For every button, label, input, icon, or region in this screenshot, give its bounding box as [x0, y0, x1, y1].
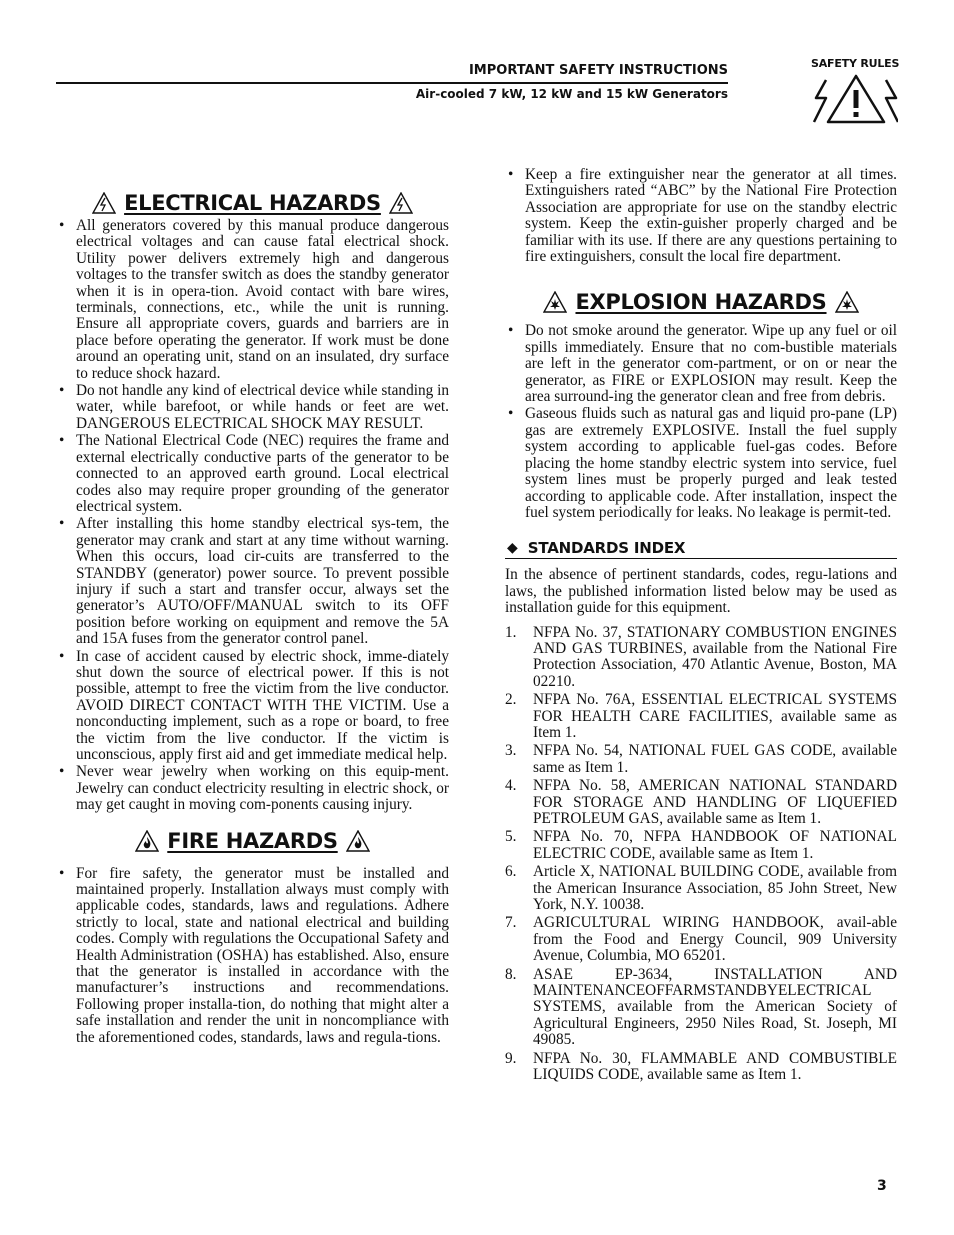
list-item: • In case of accident caused by electric shock, imme-diately shut down the source of electrical power. If this is not possible, attempt to free the victim from the live conductor. AVOID DIRECT CONTACT WITH THE VICTIM. Use a nonconducting implement, such as a rope or board, to free the victim from the live conductor. If the victim is unconscious, apply first aid and get immediate medical help. [56, 649, 449, 764]
list-item: • For fire safety, the generator must be installed and maintained properly. Installation always must comply with applicable codes, standards, laws and regulations. Adhere strictly to local, state and national electrical and building codes. Comply with regulations the Occupational Safety and Health Administration (OSHA) has established. Also, ensure that the generator is installed in accordance with the manufacturer’s instructions and recommendations. Following proper installa-tion, do nothing that might alter a safe installation and render the unit in noncompliance with the aforementioned codes, standards, laws and regula-tions. [56, 866, 449, 1046]
standards-index-title: STANDARDS INDEX [527, 539, 686, 558]
fire-hazards-list [56, 866, 449, 1046]
item-text: NFPA No. 54, NATIONAL FUEL GAS CODE, available same as Item 1. [533, 742, 897, 776]
list-item: • Never wear jewelry when working on this equip-ment. Jewelry can conduct electricity resulting in electric shock, or may get caught in moving com-ponents causing injury. [56, 764, 449, 813]
diamond-bullet-icon: ◆ [507, 540, 518, 557]
item-number: 7. [505, 914, 517, 932]
item-number: 5. [505, 828, 517, 846]
electrical-hazards-heading [56, 188, 449, 218]
electrical-warning-icon [389, 192, 413, 214]
electrical-warning-icon [812, 72, 898, 131]
list-item [505, 743, 897, 776]
section-label: SAFETY RULES [811, 57, 900, 70]
fire-warning-icon [346, 830, 370, 852]
list-item [505, 692, 897, 741]
header-title: IMPORTANT SAFETY INSTRUCTIONS [468, 63, 728, 78]
electrical-warning-icon [92, 192, 116, 214]
explosion-hazards-title: EXPLOSION HAZARDS [575, 290, 827, 315]
item-text: NFPA No. 76A, ESSENTIAL ELECTRICAL SYSTEMS FOR HEALTH CARE FACILITIES, available same as Item 1. [533, 691, 897, 741]
list-item [505, 915, 897, 964]
item-number: 8. [505, 965, 517, 983]
list-item: • Do not smoke around the generator. Wipe up any fuel or oil spills immediately. Ensure that no com-bustible materials are left in the generator com-partment, or on or near the generator, as FIRE or EXPLOSION may result. Keep the area surround-ing the generator clean and free from debris. [505, 323, 897, 405]
right-column [505, 167, 897, 1086]
standards-list [505, 625, 897, 1084]
fire-hazards-list-continued [505, 167, 897, 265]
list-item: • Gaseous fluids such as natural gas and liquid pro-pane (LP) gas are extremely EXPLOSIVE. Install the fuel supply system according to applicable fuel-gas codes. Before placing the home standby electric system into service, fuel system lines must be properly purged and leak tested according to applicable code. After installation, inspect the fuel system periodically for leaks. No leakage is permit-ted. [505, 406, 897, 521]
list-item: • The National Electrical Code (NEC) requires the frame and external electrically conductive parts of the generator to be connected to an approved earth ground. Local electrical codes also may require proper grounding of the generator electrical system. [56, 433, 449, 515]
list-item: • All generators covered by this manual produce dangerous electrical voltages and can cause fatal electrical shock. Utility power delivers extremely high and dangerous voltages to the transfer switch as does the standby generator when it is in opera-tion. Avoid contact with bare wires, terminals, connections, etc., while the unit is running. Ensure all appropriate covers, guards and barriers are in place before operating the generator. If work must be done around an operating unit, stand on an insulated, dry surface to reduce shock hazard. [56, 218, 449, 382]
header-subtitle: Air-cooled 7 kW, 12 kW and 15 kW Generators [415, 87, 728, 101]
fire-warning-icon [135, 830, 159, 852]
item-number: 9. [505, 1049, 517, 1067]
item-text: NFPA No. 37, STATIONARY COMBUSTION ENGINES AND GAS TURBINES, available from the National Fire Protection Association, 470 Atlantic Avenue, Boston, MA 02210. [533, 623, 897, 690]
list-item [505, 625, 897, 691]
fire-hazards-title: FIRE HAZARDS [167, 828, 338, 853]
standards-index-heading [505, 539, 897, 559]
item-text: Article X, NATIONAL BUILDING CODE, available from the American Insurance Association, 85 John Street, New York, N.Y. 10038. [533, 863, 897, 914]
list-item: • Keep a fire extinguisher near the generator at all times. Extinguishers rated “ABC” by the National Fire Protection Association are appropriate for use on the standby electric system. Keep the extin-guisher properly charged and be familiar with its use. If there are any questions pertaining to fire extinguishers, consult the local fire department. [505, 167, 897, 265]
list-item [505, 1051, 897, 1084]
list-item [505, 778, 897, 827]
item-number: 4. [505, 777, 517, 795]
explosion-hazards-heading [505, 287, 897, 317]
list-item: • Do not handle any kind of electrical device while standing in water, while barefoot, or while hands or feet are wet. DANGEROUS ELECTRICAL SHOCK MAY RESULT. [56, 383, 449, 432]
item-number: 6. [505, 863, 517, 881]
item-text: NFPA No. 58, AMERICAN NATIONAL STANDARD FOR STORAGE AND HANDLING OF LIQUEFIED PETROLEUM GAS, available same as Item 1. [533, 777, 897, 827]
item-number: 3. [505, 742, 517, 760]
electrical-hazards-list [56, 218, 449, 814]
item-number: 2. [505, 691, 517, 709]
list-item [505, 829, 897, 862]
header-rule [56, 82, 728, 84]
item-text: NFPA No. 30, FLAMMABLE AND COMBUSTIBLE LIQUIDS CODE, available same as Item 1. [533, 1049, 897, 1084]
fire-hazards-heading [56, 826, 449, 856]
electrical-hazards-title: ELECTRICAL HAZARDS [124, 191, 381, 215]
item-text: NFPA No. 70, NFPA HANDBOOK OF NATIONAL ELECTRIC CODE, available same as Item 1. [533, 828, 897, 862]
item-number: 1. [505, 623, 517, 641]
page-number: 3 [877, 1178, 887, 1194]
list-item [505, 864, 897, 913]
explosion-warning-icon [543, 291, 567, 313]
item-text: AGRICULTURAL WIRING HANDBOOK, avail-able from the Food and Energy Council, 909 University Avenue, Columbia, MO 65201. [533, 914, 897, 965]
list-item [505, 967, 897, 1049]
item-text: ASAE EP-3634, INSTALLATION AND MAINTENANCEOFFARMSTANDBYELECTRICAL SYSTEMS, available from the American Society of Agricultural Engineers, 2950 Niles Road, St. Joseph, MI 49085. [533, 965, 897, 1049]
explosion-warning-icon [835, 291, 859, 313]
explosion-hazards-list [505, 323, 897, 521]
left-column [56, 188, 449, 1047]
list-item: • After installing this home standby electrical sys-tem, the generator may crank and start at any time without warning. When this occurs, load cir-cuits are transferred to the STANDBY (generator) power source. To prevent possible injury if such a start and transfer occur, always set the generator’s AUTO/OFF/MANUAL switch to its OFF position before working on equipment and remove the 5A and 15A fuses from the generator control panel. [56, 516, 449, 647]
standards-intro: In the absence of pertinent standards, codes, regu-lations and laws, the published information listed below may be used as installation guide for this equipment. [505, 566, 897, 617]
